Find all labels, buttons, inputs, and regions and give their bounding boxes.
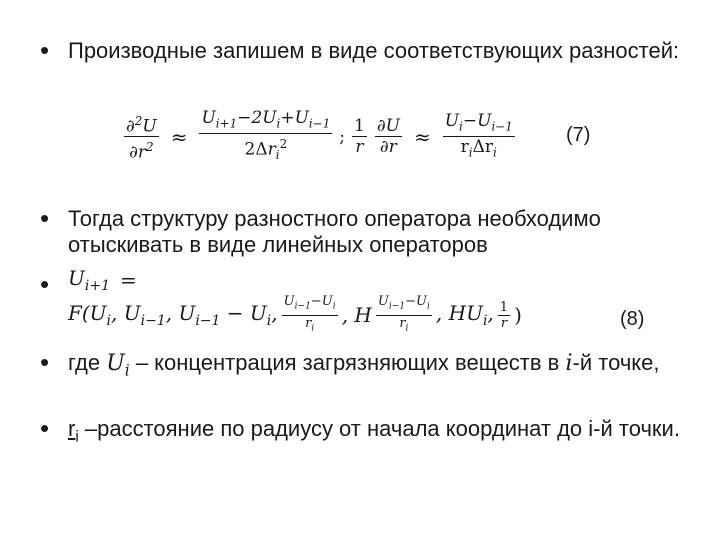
bullet-marker-5: •: [40, 413, 50, 443]
bullet-marker-2: •: [40, 203, 50, 233]
fraction-second-difference: $\frac{U_{i+1}-2U_i+U_{i-1}}{2\Delta r_i^2}$: [201, 108, 331, 163]
radius-text: –расстояние по радиусу от начала координат до i-й точки.: [78, 416, 680, 441]
paragraph-derivatives-text: Производные запишем в виде соответствующих разностей:: [68, 38, 680, 63]
fraction-du-dr: $\frac{\partial U}{\partial r}$: [376, 116, 400, 158]
concentration-sub: i: [124, 361, 130, 380]
radius-var: r: [68, 416, 76, 441]
paragraph-radius: [68, 416, 688, 450]
concentration-var: U: [106, 351, 125, 376]
equation-8-line-2: $F(U_i$, $U_{i-1}$, $U_{i-1} - U_i$, $\frac{U_{i-1}-U_i}{r_i}$ , H $\frac{U_{i-1}-U_i}{r_i}$ , $HU_i$, $\frac{1}{r}$ ): [68, 294, 522, 336]
equation-8-line-1: $U_{i+1}$ =: [68, 266, 137, 294]
fraction-one-over-r-2: $\frac{1}{r}$: [499, 299, 509, 331]
radius-var-group: [68, 416, 79, 446]
equation-number-8: (8): [620, 308, 645, 330]
bullet-marker-1: •: [40, 35, 50, 65]
fraction-d2u-dr2: $\frac{\partial^2U}{\partial r^2}$: [124, 111, 159, 163]
concentration-text-2: -й точке,: [572, 350, 660, 375]
concentration-text-1: – концентрация загрязняющих веществ в: [129, 350, 566, 375]
fraction-one-over-r: $\frac{1}{r}$: [354, 116, 365, 158]
paragraph-concentration: [68, 350, 688, 383]
equation-7: $\frac{\partial^2U}{\partial r^2}$ ≈ $\frac{U_{i+1}-2U_i+U_{i-1}}{2\Delta r_i^2}$ ; $\frac{1}{r}$ $\frac{\partial U}{\partial r}$ ≈ $\frac{U_i-U_{i-1}}{r_i\Delta r_i}$: [120, 108, 519, 165]
fraction-ratio-1: $\frac{U_{i-1}-U_i}{r_i}$: [283, 294, 336, 334]
bullet-marker-3: •: [40, 269, 50, 299]
fraction-ratio-2: $\frac{U_{i-1}-U_i}{r_i}$: [377, 294, 430, 334]
paragraph-derivatives: [68, 38, 688, 64]
concentration-ivar: i: [565, 351, 573, 376]
paragraph-operator-structure-text: Тогда структуру разностного оператора необходимо отыскивать в виде линейных операторов: [68, 206, 601, 257]
bullet-marker-4: •: [40, 347, 50, 377]
concentration-prefix: где: [68, 350, 107, 375]
fraction-first-difference: $\frac{U_i-U_{i-1}}{r_i\Delta r_i}$: [444, 110, 513, 160]
radius-sub: i: [75, 428, 79, 446]
paragraph-operator-structure: [68, 206, 688, 258]
equation-number-7: (7): [566, 124, 591, 146]
